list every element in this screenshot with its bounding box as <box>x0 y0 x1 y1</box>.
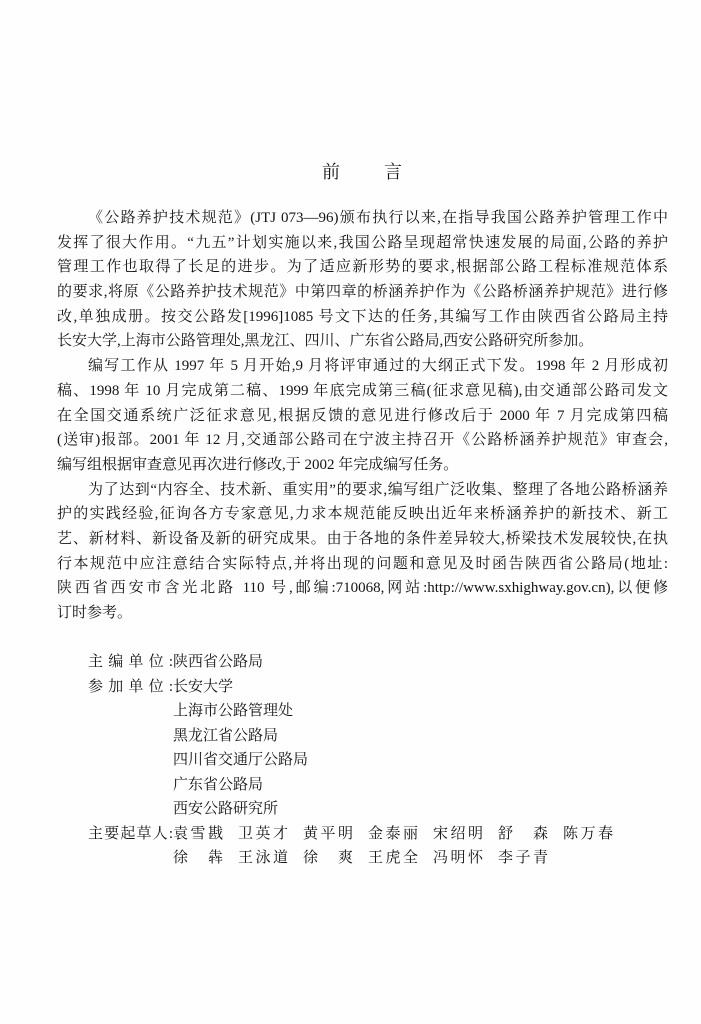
drafter-name: 宋绍明 <box>433 825 483 842</box>
paragraph-line: 稿、1998 年 10 月完成第二稿、1999 年底完成第三稿(征求意见稿),由交通部公路司发文 <box>57 382 668 399</box>
label-spacer <box>88 748 173 773</box>
participant-unit: 四川省交通厅公路局 <box>173 752 309 768</box>
preface-body <box>57 206 668 626</box>
paragraph-line: 订时参考。 <box>57 605 133 621</box>
paragraph-line: (送审)报部。2001 年 12 月,交通部公路司在宁波主持召开《公路桥涵养护规范》审查会, <box>57 432 668 449</box>
drafter-name: 徐犇 <box>173 850 223 866</box>
chief-editor-row <box>88 650 668 675</box>
paragraph-line: 的要求,将原《公路养护技术规范》中第四章的桥涵养护作为《公路桥涵养护规范》进行修 <box>57 284 668 301</box>
label-spacer <box>88 797 173 822</box>
drafters-label: 主要起草人: <box>88 825 173 842</box>
label-spacer <box>88 773 173 798</box>
chief-editor-unit: 陕西省公路局 <box>173 654 264 670</box>
drafters-row <box>88 846 668 871</box>
drafter-name: 袁雪戡 <box>173 825 223 842</box>
participant-unit: 广东省公路局 <box>173 776 264 793</box>
participant-unit: 长安大学 <box>173 678 234 695</box>
paragraph-line: 编写工作从 1997 年 5 月开始,9 月将评审通过的大纲正式下发。1998 年 2 月形成初 <box>88 358 668 375</box>
participant-unit: 上海市公路管理处 <box>173 703 294 719</box>
paragraph-line: 编写组根据审查意见再次进行修改,于 2002 年完成编写任务。 <box>57 456 459 473</box>
paragraph-line: 改,单独成册。按交公路发[1996]1085 号文下达的任务,其编写工作由陕西省公路局主持 <box>57 308 668 325</box>
page-title: 前言 <box>322 162 402 182</box>
participants-row <box>88 797 668 822</box>
participant-unit: 西安公路研究所 <box>173 801 279 817</box>
paragraph-line: 管理工作也取得了长足的进步。为了适应新形势的要求,根据部公路工程标准规范体系 <box>57 259 668 276</box>
paragraph-line: 艺、新材料、新设备及新的研究成果。由于各地的条件差异较大,桥梁技术发展较快,在执 <box>57 530 668 547</box>
participants-label: 参加单位: <box>88 678 173 695</box>
chief-editor-label: 主编单位: <box>88 654 173 670</box>
label-spacer <box>88 724 173 749</box>
drafter-name: 王虎全 <box>368 850 418 866</box>
drafter-name: 李子青 <box>498 850 548 866</box>
paragraph-line: 《公路养护技术规范》(JTJ 073—96)颁布执行以来,在指导我国公路养护管理工作中 <box>88 210 668 226</box>
participants-row <box>88 773 668 798</box>
participants-row <box>88 675 668 700</box>
drafter-name: 王泳道 <box>238 850 288 866</box>
drafters-row <box>88 822 668 847</box>
label-spacer <box>88 699 173 724</box>
drafter-name: 黄平明 <box>303 825 353 842</box>
paragraph-line: 长安大学,上海市公路管理处,黑龙江、四川、广东省公路局,西安公路研究所参加。 <box>57 333 594 350</box>
participants-row <box>88 748 668 773</box>
drafter-name: 舒森 <box>498 825 548 842</box>
participants-row <box>88 724 668 749</box>
paragraph-line: 护的实践经验,征询各方专家意见,力求本规范能反映出近年来桥涵养护的新技术、新工 <box>57 506 668 523</box>
participant-unit: 黑龙江省公路局 <box>173 727 279 744</box>
paragraph-line: 行本规范中应注意结合实际特点,并将出现的问题和意见及时函告陕西省公路局(地址: <box>57 555 668 572</box>
drafter-name: 卫英才 <box>238 825 288 842</box>
paragraph-line: 陕西省西安市含光北路 110 号,邮编:710068,网站:http://www.sxhighway.gov.cn),以便修 <box>57 580 668 597</box>
participants-row <box>88 699 668 724</box>
paragraph-line: 在全国交通系统广泛征求意见,根据反馈的意见进行修改后于 2000 年 7 月完成第四稿 <box>57 407 668 424</box>
paragraph-line: 为了达到“内容全、技术新、重实用”的要求,编写组广泛收集、整理了各地公路桥涵养 <box>88 481 668 498</box>
paragraph-line: 发挥了很大作用。“九五”计划实施以来,我国公路呈现超常快速发展的局面,公路的养护 <box>57 234 668 251</box>
drafter-name: 陈万春 <box>563 825 613 842</box>
credits-block <box>88 650 668 871</box>
drafter-name: 金泰丽 <box>368 825 418 842</box>
drafter-name: 徐爽 <box>303 850 353 866</box>
drafter-name: 冯明怀 <box>433 850 483 866</box>
label-spacer <box>88 846 173 871</box>
